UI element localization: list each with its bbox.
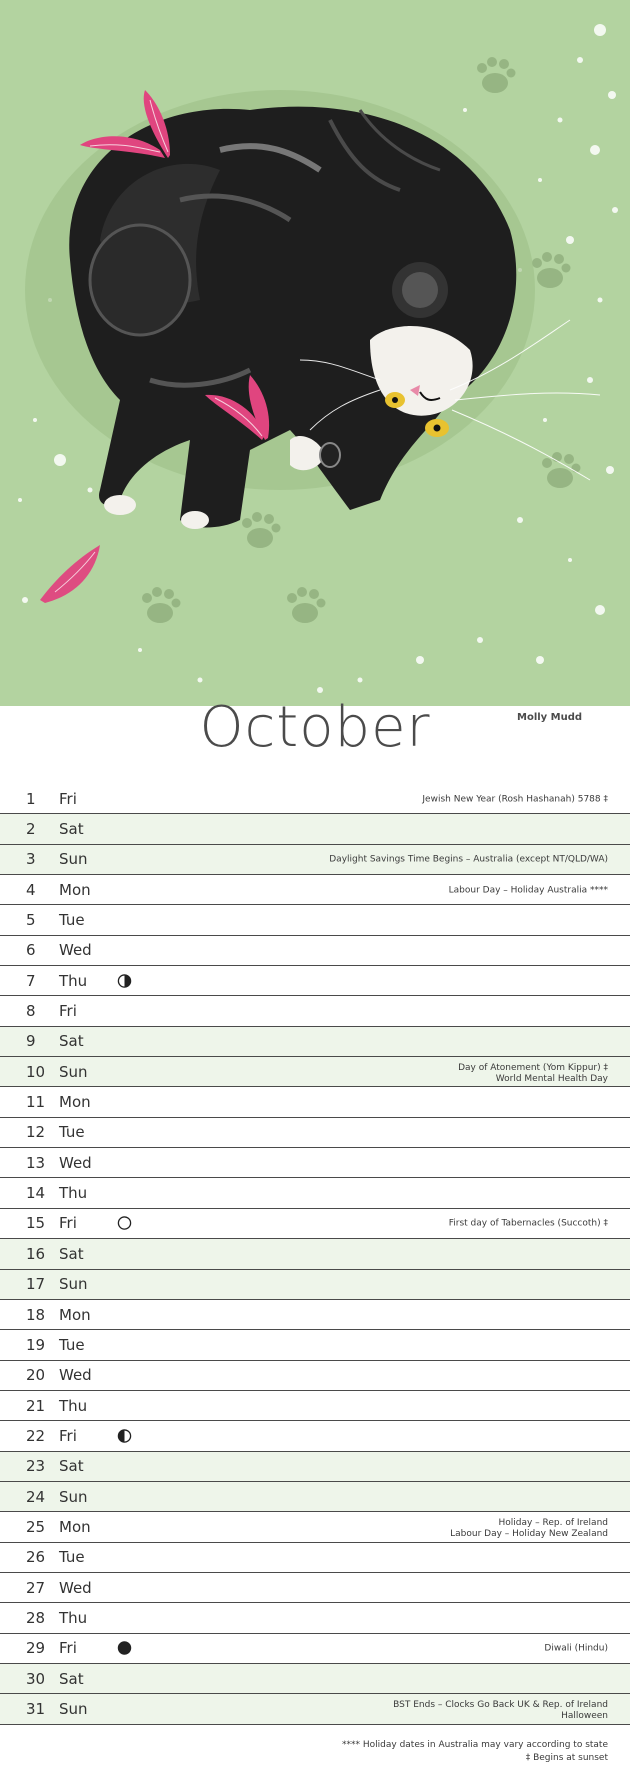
day-row <box>0 1634 630 1664</box>
event-text: Labour Day – Holiday Australia **** <box>448 885 608 896</box>
day-row <box>0 875 630 905</box>
day-of-week: Mon <box>59 1305 91 1324</box>
day-row <box>0 1330 630 1360</box>
day-of-week: Thu <box>59 1184 88 1203</box>
day-number: 26 <box>26 1548 46 1567</box>
day-row <box>0 1361 630 1391</box>
day-number: 30 <box>26 1669 46 1688</box>
day-of-week: Wed <box>59 941 92 960</box>
footnotes <box>342 1739 608 1765</box>
day-number: 1 <box>26 789 36 808</box>
day-events <box>422 794 608 805</box>
day-number: 13 <box>26 1153 46 1172</box>
day-events <box>450 1518 608 1540</box>
day-number: 25 <box>26 1517 46 1536</box>
day-of-week: Sat <box>59 1032 84 1051</box>
day-events <box>449 885 608 896</box>
day-row <box>0 1027 630 1057</box>
day-events <box>458 1063 608 1085</box>
day-row <box>0 1543 630 1573</box>
day-row <box>0 1118 630 1148</box>
day-of-week: Tue <box>59 1123 85 1142</box>
day-number: 23 <box>26 1457 46 1476</box>
day-of-week: Fri <box>59 789 77 808</box>
day-of-week: Sat <box>59 1457 84 1476</box>
day-of-week: Fri <box>59 1426 77 1445</box>
day-row <box>0 784 630 814</box>
event-text: World Mental Health Day <box>495 1073 608 1084</box>
day-number: 24 <box>26 1487 46 1506</box>
day-row <box>0 1178 630 1208</box>
day-row <box>0 1573 630 1603</box>
day-of-week: Wed <box>59 1578 92 1597</box>
day-row <box>0 1603 630 1633</box>
day-of-week: Sun <box>59 850 88 869</box>
day-number: 27 <box>26 1578 46 1597</box>
day-of-week: Tue <box>59 1335 85 1354</box>
day-of-week: Sat <box>59 820 84 839</box>
day-number: 7 <box>26 971 36 990</box>
day-number: 8 <box>26 1002 36 1021</box>
day-number: 12 <box>26 1123 46 1142</box>
day-number: 18 <box>26 1305 46 1324</box>
event-text: Diwali (Hindu) <box>544 1643 608 1654</box>
day-row <box>0 936 630 966</box>
day-of-week: Sat <box>59 1244 84 1263</box>
event-text: Holiday – Rep. of Ireland <box>498 1518 608 1529</box>
event-text: Day of Atonement (Yom Kippur) ‡ <box>458 1062 608 1073</box>
day-row <box>0 1209 630 1239</box>
day-number: 4 <box>26 880 36 899</box>
day-number: 9 <box>26 1032 36 1051</box>
day-row <box>0 1482 630 1512</box>
day-of-week: Wed <box>59 1153 92 1172</box>
day-number: 5 <box>26 911 36 930</box>
day-of-week: Fri <box>59 1214 77 1233</box>
day-number: 28 <box>26 1608 46 1627</box>
event-text: Jewish New Year (Rosh Hashanah) 5788 ‡ <box>422 794 608 805</box>
day-number: 29 <box>26 1639 46 1658</box>
full-moon-icon <box>117 1216 132 1231</box>
day-of-week: Wed <box>59 1366 92 1385</box>
day-row <box>0 1087 630 1117</box>
day-row <box>0 966 630 996</box>
day-of-week: Mon <box>59 1517 91 1536</box>
day-row <box>0 1391 630 1421</box>
day-row <box>0 1148 630 1178</box>
day-of-week: Thu <box>59 971 88 990</box>
day-row <box>0 1512 630 1542</box>
day-number: 16 <box>26 1244 46 1263</box>
day-of-week: Mon <box>59 1093 91 1112</box>
footnote-australia: **** Holiday dates in Australia may vary according to state <box>342 1740 608 1750</box>
day-events <box>329 855 608 866</box>
event-text: Halloween <box>561 1711 608 1722</box>
day-number: 31 <box>26 1699 46 1718</box>
day-number: 21 <box>26 1396 46 1415</box>
last-quarter-moon-icon <box>117 1428 132 1443</box>
day-of-week: Sun <box>59 1699 88 1718</box>
day-row <box>0 996 630 1026</box>
day-row <box>0 1694 630 1724</box>
day-events <box>393 1700 608 1722</box>
day-number: 6 <box>26 941 36 960</box>
day-number: 19 <box>26 1335 46 1354</box>
day-row <box>0 845 630 875</box>
month-title: October <box>199 695 431 760</box>
footnote-sunset: ‡ Begins at sunset <box>525 1753 608 1763</box>
day-of-week: Sun <box>59 1487 88 1506</box>
day-number: 3 <box>26 850 36 869</box>
day-row <box>0 1239 630 1269</box>
day-number: 15 <box>26 1214 46 1233</box>
day-events <box>544 1644 608 1655</box>
day-row <box>0 1452 630 1482</box>
event-text: Labour Day – Holiday New Zealand <box>450 1529 608 1540</box>
event-text: BST Ends – Clocks Go Back UK & Rep. of Ireland <box>393 1700 608 1711</box>
day-number: 17 <box>26 1275 46 1294</box>
first-quarter-moon-icon <box>117 973 132 988</box>
day-of-week: Thu <box>59 1396 88 1415</box>
event-text: First day of Tabernacles (Succoth) ‡ <box>448 1219 608 1230</box>
day-of-week: Sun <box>59 1275 88 1294</box>
day-of-week: Fri <box>59 1002 77 1021</box>
day-of-week: Thu <box>59 1608 88 1627</box>
day-of-week: Sat <box>59 1669 84 1688</box>
day-number: 11 <box>26 1093 46 1112</box>
day-row <box>0 1057 630 1087</box>
day-of-week: Fri <box>59 1639 77 1658</box>
cat-illustration <box>0 0 630 706</box>
artist-credit: Molly Mudd <box>517 712 583 723</box>
day-number: 14 <box>26 1184 46 1203</box>
day-of-week: Tue <box>59 1548 85 1567</box>
day-row <box>0 1421 630 1451</box>
day-number: 22 <box>26 1426 46 1445</box>
day-row <box>0 1270 630 1300</box>
day-list <box>0 784 630 1725</box>
day-events <box>449 1219 608 1230</box>
day-number: 10 <box>26 1062 46 1081</box>
day-of-week: Mon <box>59 880 91 899</box>
day-of-week: Sun <box>59 1062 88 1081</box>
new-moon-icon <box>117 1641 132 1656</box>
day-number: 2 <box>26 820 36 839</box>
day-number: 20 <box>26 1366 46 1385</box>
day-row <box>0 814 630 844</box>
day-row <box>0 1664 630 1694</box>
event-text: Daylight Savings Time Begins – Australia (except NT/QLD/WA) <box>329 854 608 865</box>
day-row <box>0 1300 630 1330</box>
day-row <box>0 905 630 935</box>
day-of-week: Tue <box>59 911 85 930</box>
